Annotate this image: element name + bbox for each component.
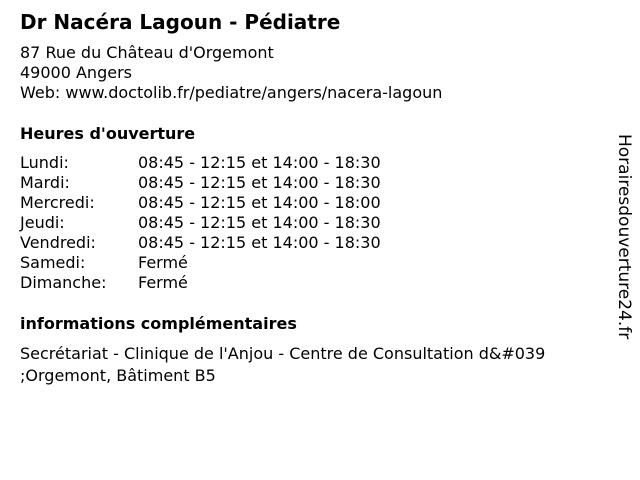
hours-day: Lundi: bbox=[20, 153, 69, 172]
hours-time: 08:45 - 12:15 et 14:00 - 18:30 bbox=[138, 153, 381, 172]
hours-time: 08:45 - 12:15 et 14:00 - 18:00 bbox=[138, 193, 381, 212]
hours-day: Mardi: bbox=[20, 173, 70, 192]
hours-time: Fermé bbox=[138, 273, 188, 292]
hours-day: Mercredi: bbox=[20, 193, 95, 212]
hours-day: Samedi: bbox=[20, 253, 86, 272]
hours-day: Jeudi: bbox=[20, 213, 65, 232]
hours-row-lundi bbox=[20, 153, 381, 173]
hours-row-jeudi bbox=[20, 213, 381, 233]
hours-row-dimanche bbox=[20, 273, 381, 293]
hours-day: Dimanche: bbox=[20, 273, 107, 292]
address-city: 49000 Angers bbox=[20, 63, 132, 82]
hours-time: 08:45 - 12:15 et 14:00 - 18:30 bbox=[138, 173, 381, 192]
info-text: Secrétariat - Clinique de l'Anjou - Centre de Consultation d&#039 ;Orgemont, Bâtiment B5 bbox=[20, 344, 546, 385]
hours-time: 08:45 - 12:15 et 14:00 - 18:30 bbox=[138, 233, 381, 252]
page-title: Dr Nacéra Lagoun - Pédiatre bbox=[20, 10, 341, 34]
hours-day: Vendredi: bbox=[20, 233, 96, 252]
hours-table bbox=[20, 153, 381, 293]
hours-heading: Heures d'ouverture bbox=[20, 124, 196, 143]
hours-row-samedi bbox=[20, 253, 381, 273]
hours-row-vendredi bbox=[20, 233, 381, 253]
side-brand-watermark bbox=[611, 134, 637, 344]
address-street: 87 Rue du Château d'Orgemont bbox=[20, 43, 274, 62]
hours-row-mercredi bbox=[20, 193, 381, 213]
hours-time: Fermé bbox=[138, 253, 188, 272]
side-brand-text: Horairesdouverture24.fr bbox=[614, 134, 634, 340]
address-web: Web: www.doctolib.fr/pediatre/angers/nacera-lagoun bbox=[20, 83, 443, 102]
hours-time: 08:45 - 12:15 et 14:00 - 18:30 bbox=[138, 213, 381, 232]
hours-row-mardi bbox=[20, 173, 381, 193]
info-heading: informations complémentaires bbox=[20, 314, 297, 333]
address-block bbox=[20, 43, 442, 103]
